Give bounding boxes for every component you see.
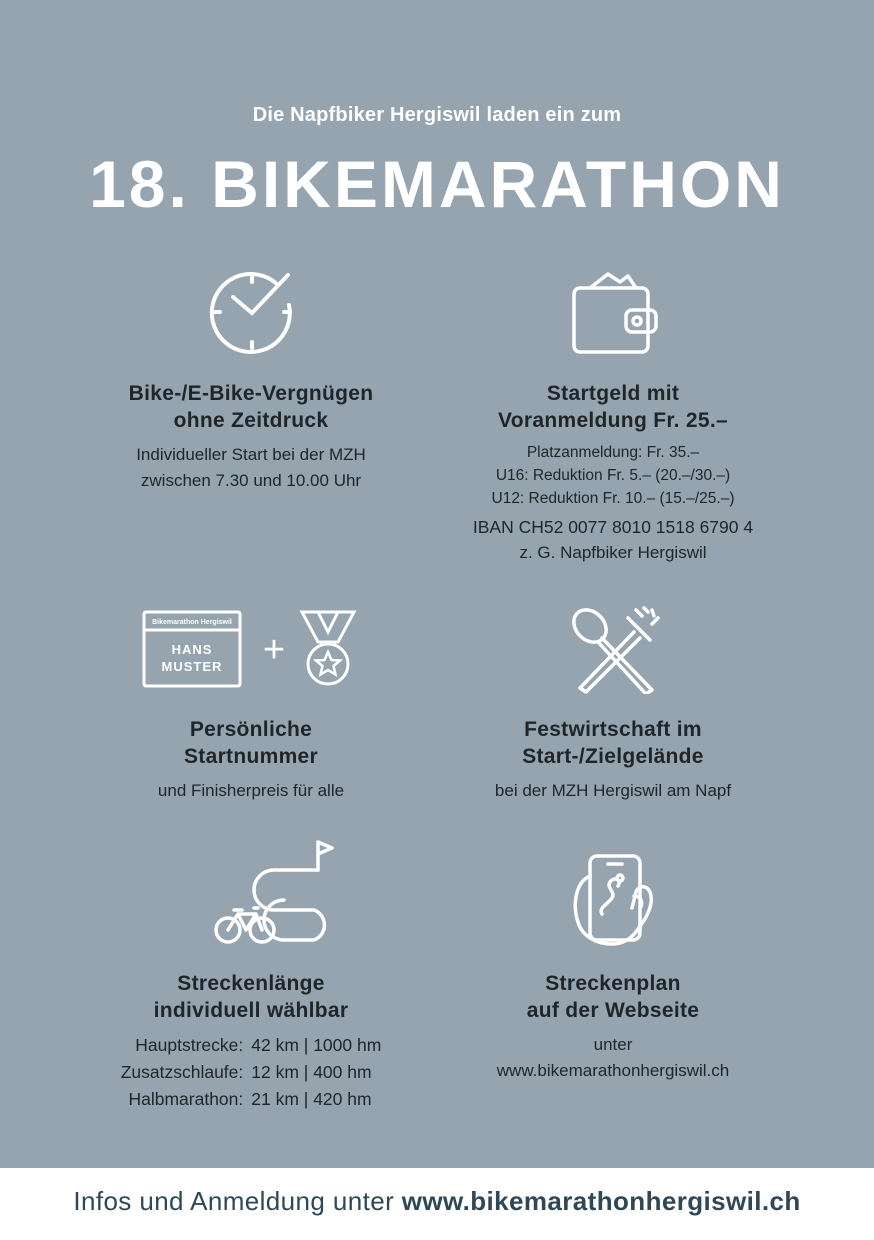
feature-text: unter (593, 1035, 633, 1054)
feature-heading: Start-/Zielgelände (522, 745, 704, 768)
map-url[interactable]: www.bikemarathonhergiswil.ch (496, 1061, 730, 1080)
start-number-icon (142, 608, 362, 692)
feature-text: Individueller Start bei der MZH (136, 445, 366, 464)
fee-detail: U12: Reduktion Fr. 10.– (15.–/25.–) (491, 490, 735, 507)
fee-detail: U16: Reduktion Fr. 5.– (20.–/30.–) (495, 467, 731, 484)
clock-icon (206, 267, 298, 357)
feature-text: zwischen 7.30 und 10.00 Uhr (140, 471, 362, 490)
feature-heading: ohne Zeitdruck (173, 409, 329, 432)
iban: IBAN CH52 0077 8010 1518 6790 4 (472, 517, 754, 537)
bib-header: Bikemarathon Hergiswil (152, 619, 232, 626)
feature-route (84, 970, 418, 1113)
feature-number (84, 716, 418, 804)
route-value: 12 km | 400 hm (251, 1062, 372, 1082)
feature-heading: individuell wählbar (153, 999, 349, 1022)
feature-text: bei der MZH Hergiswil am Napf (494, 781, 732, 800)
feature-heading: Streckenlänge (177, 972, 325, 995)
feature-heading: Streckenplan (545, 972, 681, 995)
feature-heading: Startgeld mit (546, 382, 680, 405)
footer-url-link[interactable]: www.bikemarathonhergiswil.ch (401, 1186, 801, 1216)
feature-heading: Festwirtschaft im (524, 718, 702, 741)
recipient: z. G. Napfbiker Hergiswil (519, 543, 707, 562)
route-label: Hauptstrecke: (135, 1035, 244, 1055)
feature-heading: Persönliche (189, 718, 313, 741)
route-value: 21 km | 420 hm (251, 1089, 372, 1109)
bib-name: HANS (171, 642, 213, 657)
cutlery-icon (568, 604, 664, 694)
feature-fee (440, 380, 786, 566)
wallet-icon (570, 270, 662, 356)
fee-detail: Platzanmeldung: Fr. 35.– (526, 444, 700, 461)
footer-banner (0, 1168, 874, 1240)
route-stats (121, 1032, 382, 1113)
feature-map (440, 970, 786, 1084)
feature-text: und Finisherpreis für alle (157, 781, 345, 800)
feature-heading: Voranmeldung Fr. 25.– (498, 409, 728, 432)
feature-heading: Startnummer (184, 745, 318, 768)
bib-name: MUSTER (161, 659, 223, 674)
plus-sign: + (262, 629, 286, 671)
route-value: 42 km | 1000 hm (251, 1035, 382, 1055)
feature-food (440, 716, 786, 804)
medal-icon (302, 612, 354, 642)
route-label: Halbmarathon: (128, 1089, 244, 1109)
feature-heading: Bike-/E-Bike-Vergnügen (128, 382, 374, 405)
feature-time (84, 380, 418, 494)
page-title: 18. BIKEMARATHON (89, 147, 785, 221)
feature-heading: auf der Webseite (526, 999, 700, 1022)
intro-text: Die Napfbiker Hergiswil laden ein zum (252, 104, 622, 126)
footer-prefix: Infos und Anmeldung unter (73, 1186, 402, 1216)
phone-map-icon (568, 852, 658, 948)
route-label: Zusatzschlaufe: (120, 1062, 244, 1082)
bike-route-icon (210, 838, 346, 946)
